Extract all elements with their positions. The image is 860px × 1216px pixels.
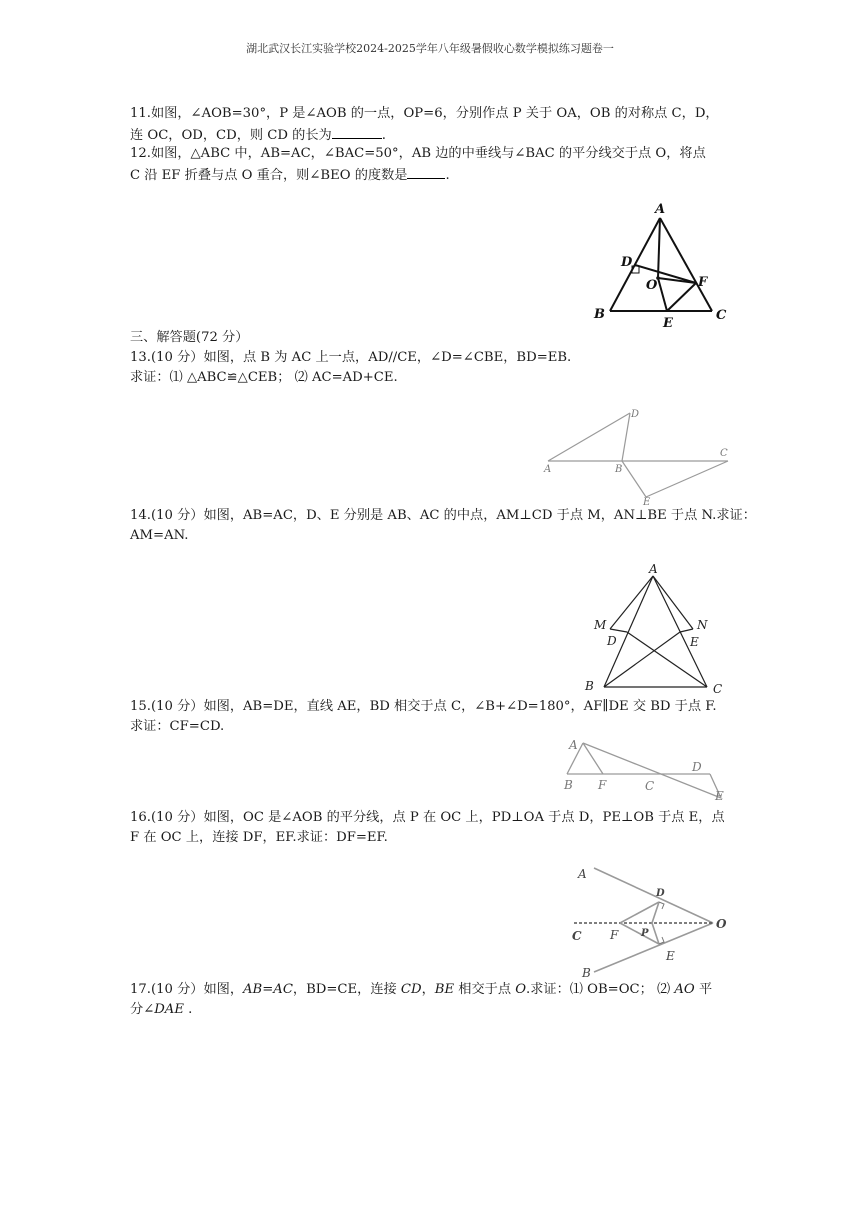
fig12-label-d: D [621,255,633,270]
q11-answer-blank [332,124,382,139]
fig16-label-a: A [578,867,587,881]
fig15-label-b: B [564,778,573,792]
figure-q12-triangle [585,200,745,330]
q13-line1: 13.(10 分）如图，点 B 为 AC 上一点，AD//CE，∠D=∠CBE，BD=EB. [130,350,572,365]
q17-ao: AO [674,982,695,997]
q17-ab-eq-ac: AB=AC [243,982,293,997]
figure-q13 [540,405,740,508]
q11-line2-end: . [381,128,386,143]
fig15-label-e: E [715,789,724,803]
fig14-label-d: D [607,634,617,648]
page-header: 湖北武汉长江实验学校2024-2025学年八年级暑假收心数学模拟练习题卷一 [246,42,614,55]
figure-q15 [560,734,740,806]
section-3-title: 三、解答题(72 分） [130,330,249,345]
fig14-label-n: N [697,618,708,632]
q12-line2 [130,164,730,186]
fig16-label-p: P [641,928,649,939]
q17-text-7: 分 [130,1002,144,1017]
q17-text-2: ，BD=CE，连接 [292,982,401,997]
q16-line2: F 在 OC 上，连接 DF，EF.求证：DF=EF. [130,830,388,845]
fig12-label-e: E [663,316,673,331]
fig12-label-f: F [698,275,708,290]
fig16-label-b: B [582,966,591,980]
q15-line2: 求证：CF=CD. [130,719,225,734]
q17-cd: CD [400,982,422,997]
fig16-label-f: F [610,928,619,942]
fig14-label-b: B [585,679,594,693]
q17-be: BE [434,982,455,997]
fig16-label-c: C [572,929,582,943]
q17-line2 [130,1000,730,1020]
fig14-label-e: E [690,635,699,649]
q11-line1: 11.如图，∠AOB=30°，P 是∠AOB 的一点，OP=6，分别作点 P 关于 OA，OB 的对称点 C，D， [130,106,719,121]
fig16-label-o: O [716,917,727,931]
fig15-label-d: D [692,760,702,774]
fig13-label-d: D [631,409,640,420]
fig12-label-c: C [716,308,727,323]
q12-answer-blank [407,164,445,179]
q17-line1 [130,980,730,1000]
q15-line1: 15.(10 分）如图，AB=DE，直线 AE，BD 相交于点 C，∠B+∠D=180°，AF∥DE 交 BD 于点 F. [130,699,717,714]
q17-text-3: ， [421,982,435,997]
fig15-label-c: C [645,779,655,793]
fig13-label-b: B [615,464,623,475]
q17-text-4: 相交于点 [454,982,516,997]
q17-text-1: 17.(10 分）如图， [130,982,244,997]
q12-line2-end: . [445,168,450,183]
fig15-label-a: A [569,738,578,752]
fig12-label-b: B [594,307,605,322]
q17-text-6: 平 [694,982,713,997]
fig13-label-e: E [643,497,651,508]
q11-line2 [130,124,730,146]
fig14-label-m: M [594,618,607,632]
fig16-label-e: E [666,949,675,963]
fig13-label-c: C [720,448,728,459]
q16-line1: 16.(10 分）如图，OC 是∠AOB 的平分线，点 P 在 OC 上，PD⊥OA 于点 D，PE⊥OB 于点 E，点 [130,810,725,825]
q12-line1: 12.如图，△ABC 中，AB=AC，∠BAC=50°，AB 边的中垂线与∠BAC 的平分线交于点 O，将点 [130,146,706,161]
q14-line1: 14.(10 分）如图，AB=AC，D、E 分别是 AB、AC 的中点，AM⊥CD 于点 M，AN⊥BE 于点 N.求证： [130,508,756,523]
fig12-label-o: O [646,278,658,293]
q14-line2: AM=AN. [130,528,189,543]
fig16-label-d: D [656,888,665,899]
fig14-label-c: C [713,682,723,696]
q17-angle-dae: ∠DAE [143,1002,184,1017]
q13-line2: 求证：⑴ △ABC≌△CEB； ⑵ AC=AD+CE. [130,370,398,385]
fig15-label-f: F [598,778,607,792]
figure-q14 [585,562,735,697]
q17-o: O [515,982,527,997]
figure-q16 [568,862,738,982]
fig12-label-a: A [655,202,666,217]
fig14-label-a: A [649,562,658,576]
q17-text-5: .求证：⑴ OB=OC； ⑵ [526,982,675,997]
q17-text-8: . [183,1002,193,1017]
fig13-label-a: A [544,464,552,475]
q11-line2-text: 连 OC，OD，CD，则 CD 的长为 [130,128,332,143]
q12-line2-text: C 沿 EF 折叠与点 O 重合，则∠BEO 的度数是 [130,168,408,183]
